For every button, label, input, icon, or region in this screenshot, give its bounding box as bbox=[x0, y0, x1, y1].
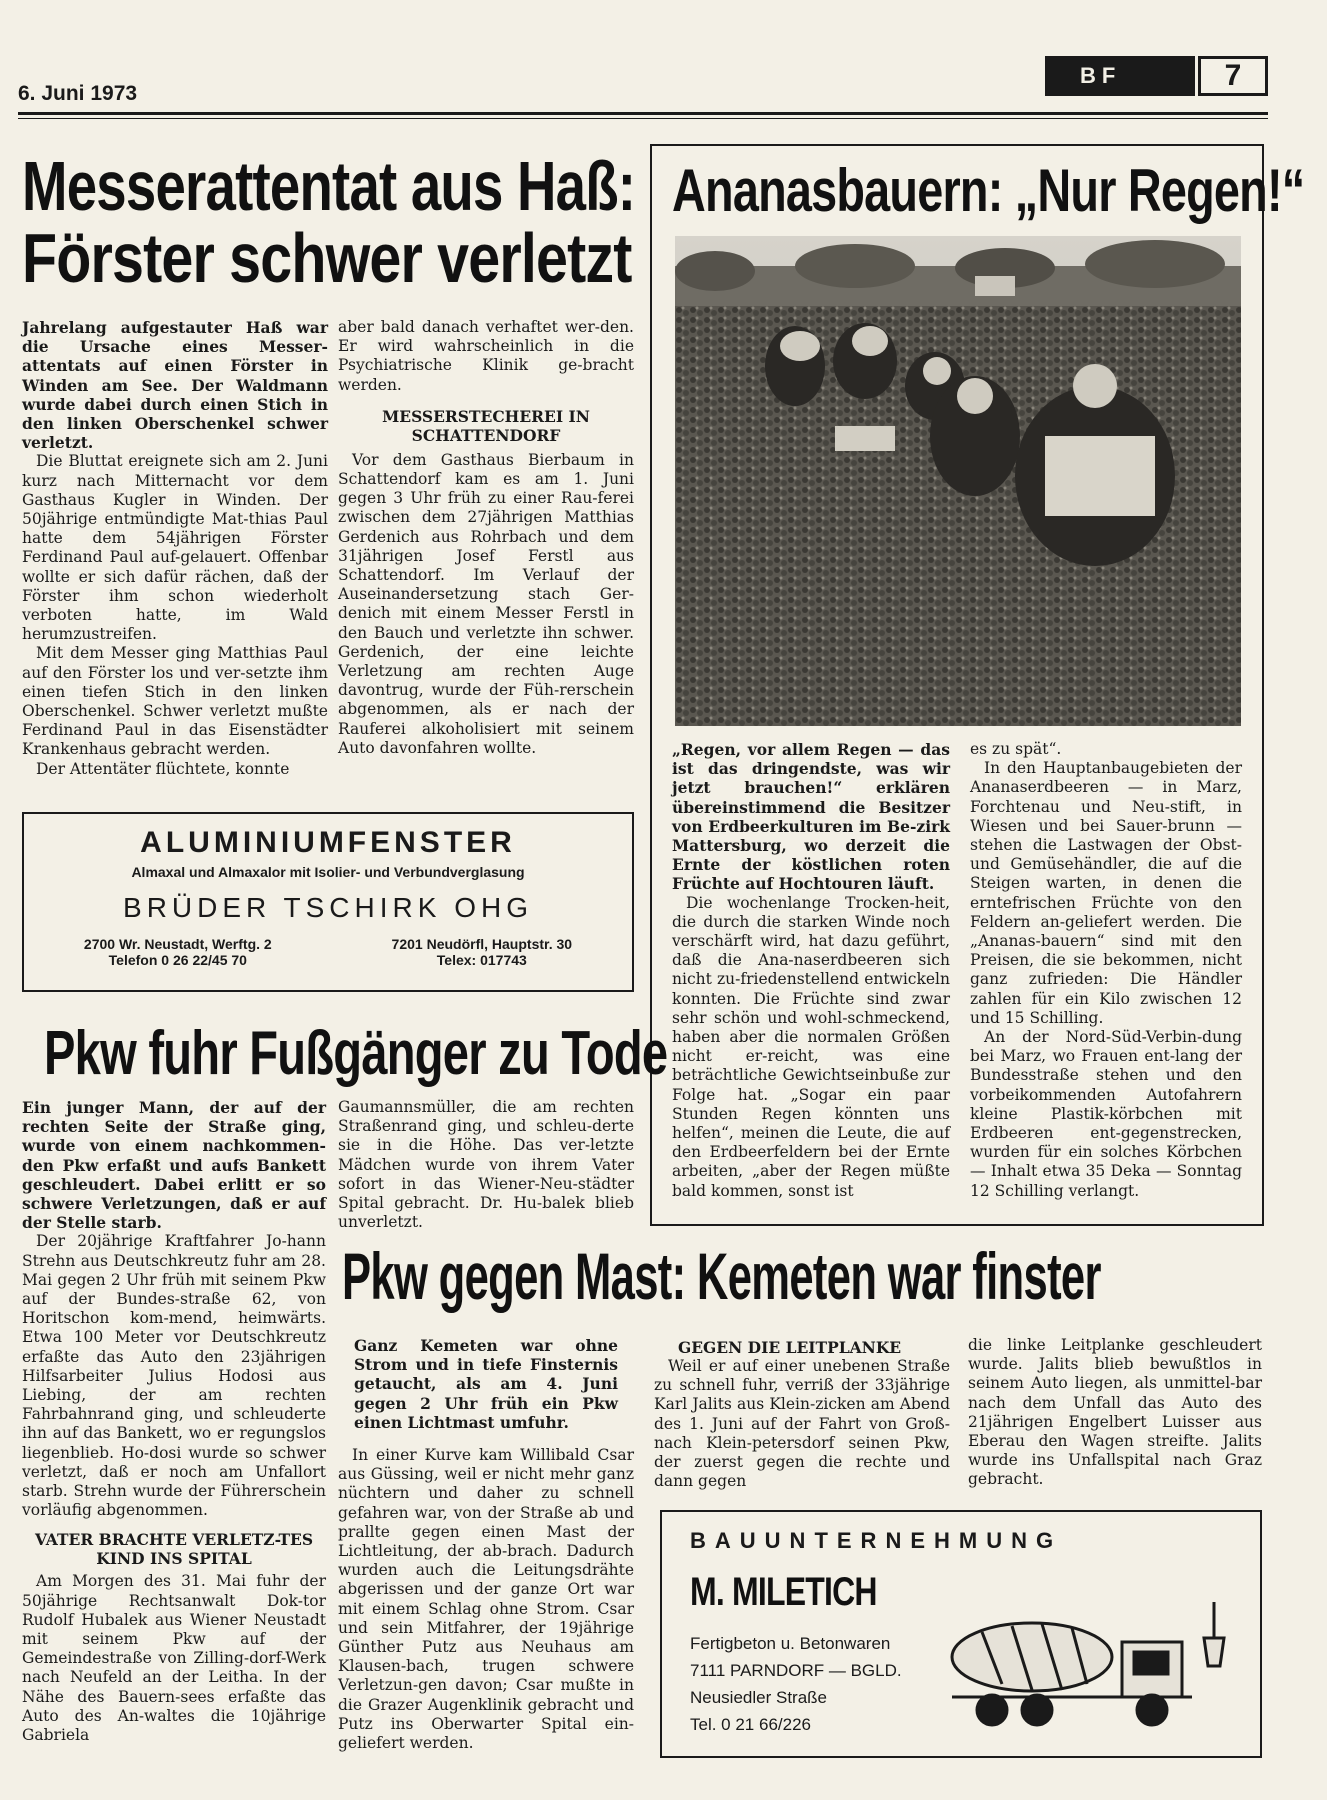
article2-headline: Ananasbauern: „Nur Regen!“ bbox=[672, 157, 1305, 224]
article3-column2 bbox=[338, 1098, 634, 1232]
article1-subhead: MESSERSTECHEREI IN SCHATTENDORF bbox=[382, 406, 590, 445]
article4-body1: In einer Kurve kam Willibald Csar aus Güssing, weil er nicht mehr ganz nüchtern und daher zu schnell gefahren war, von der Straße ab und prallte gegen einen Mast der Lichtleitung, der ab-brach. Dadurch wurden auch die Leitungsdrähte abgerissen und der ganze Ort war mit einem Schlag ohne Strom. Csar und sein Mitfahrer, der 19jährige Günther Putz aus Neuhaus am Klausen-bach, trugen schwere Verletzun-gen davon; Csar mußte in die Grazer Augenklinik gebracht und Putz ins Oberwarter Spital ein-geliefert werden. bbox=[338, 1446, 634, 1753]
article3-subhead: VATER BRACHTE VERLETZ-TES KIND INS SPITAL bbox=[34, 1530, 314, 1569]
ad1-addr2-line1: 7201 Neudörfl, Hauptstr. 30 bbox=[391, 936, 573, 952]
ad2-line1: Fertigbeton u. Betonwaren bbox=[690, 1634, 891, 1653]
article4-subhead: GEGEN DIE LEITPLANKE bbox=[678, 1338, 902, 1357]
section-label: BF bbox=[1045, 56, 1195, 96]
ad1-company: BRÜDER TSCHIRK OHG bbox=[123, 892, 533, 923]
article2-column2 bbox=[970, 740, 1242, 1201]
ad2-line4: Tel. 0 21 66/226 bbox=[690, 1715, 811, 1734]
header-rule-thin bbox=[18, 118, 1268, 119]
article1-body5: Vor dem Gasthaus Bierbaum in Schattendorf kam es am 1. Juni gegen 3 Uhr früh zu einer Rau-ferei zwischen dem 27jährigen Matthias Gerdenich aus Rohrbach und dem 31jährigen Josef Ferstl aus Schattendorf. Im Verlauf der Auseinandersetzung stach Ger-denich mit einem Messer Ferstl in den Bauch und verletzte ihn schwer. Gerdenich, der eine leichte Verletzung am rechten Auge davontrug, wurde der Füh-rerschein abgenommen, als er nach der Rauferei alkoholisiert mit seinem Auto davonfahren wollte. bbox=[338, 450, 634, 757]
article4-column2 bbox=[654, 1338, 950, 1491]
article1-body3: Der Attentäter flüchtete, konnte bbox=[36, 759, 290, 778]
article1-column2 bbox=[338, 318, 634, 758]
ad1-addr1-line1: 2700 Wr. Neustadt, Werftg. 2 bbox=[83, 936, 272, 952]
ad1-addr1-line2: Telefon 0 26 22/45 70 bbox=[108, 952, 247, 968]
ad2-company: M. MILETICH bbox=[690, 1570, 877, 1614]
article3-body1: Der 20jährige Kraftfahrer Jo-hann Strehn aus Deutschkreutz fuhr am 28. Mai gegen 2 Uhr früh mit seinem Pkw auf der Bundes-straße 62, von Horitschon kom-mend, heimwärts. Etwa 100 Meter vor Deutschkreutz erfaßte das Auto den 23jährigen Hilfsarbeiter Julius Hodosi aus Liebing, der am rechten Fahrbahnrand ging, und schleuderte ihn auf das Bankett, wo er regungslos liegenblieb. Ho-dosi wurde so schwer verletzt, daß er noch am Unfallort starb. Strehn wurde der Führerschein vorläufig abgenommen. bbox=[22, 1232, 326, 1520]
article4-lead: Ganz Kemeten war ohne Strom und in tiefe Finsternis getaucht, als am 4. Juni gegen 2 Uhr früh ein Pkw einen Lichtmast umfuhr. bbox=[354, 1336, 618, 1432]
article4-headline: Pkw gegen Mast: Kemeten war finster bbox=[342, 1239, 1101, 1313]
ad2-title: BAUUNTERNEHMUNG bbox=[690, 1528, 1063, 1553]
ad-aluminiumfenster bbox=[22, 812, 634, 992]
article2-lead: „Regen, vor allem Regen — das ist das dringendste, was wir jetzt brauchen!“ erklären übereinstimmend die Besitzer von Erdbeerkulturen im Be-zirk Mattersburg, wo derzeit die Ernte der köstlichen roten Früchte auf Hochtouren läuft. bbox=[672, 740, 950, 894]
ad1-subtitle: Almaxal und Almaxalor mit Isolier- und Verbundverglasung bbox=[131, 864, 525, 880]
article4-body2: Weil er auf einer unebenen Straße zu schnell fuhr, verriß der 33jährige Karl Jalits aus Klein-zicken am Abend des 1. Juni auf der Fahrt von Groß- nach Klein-petersdorf seinen Pkw, der zuerst gegen die rechte und dann gegen bbox=[654, 1357, 950, 1491]
article2-body2: Die wochenlange Trocken-heit, die durch die starken Winde noch verschärft wird, hat dazu geführt, daß die Ana-naserdbeeren sich nicht zu-friedenstellend entwickeln konnten. Die Früchte sind zwar sehr schön und wohl-schmeckend, haben aber die normalen Größen nicht er-reicht, was eine beträchtliche Gewichtseinbuße zur Folge hat. „Sogar ein paar Stunden Regen könnten uns helfen“, meinen die Leute, die auf den Erdbeerfeldern bei der Ernte arbeiten, „aber der Regen müßte bald kommen, sonst ist bbox=[672, 893, 950, 1200]
article3-body2: Am Morgen des 31. Mai fuhr der 50jährige Rechtsanwalt Dok-tor Rudolf Hubalek aus Wiener Neustadt mit seinem Pkw auf der Gemeindestraße von Zilling-dorf-Werk nach Neufeld an der Leitha. In der Nähe des Bauern-sees erfaßte das Auto des An-waltes die 10jährige Gabriela bbox=[22, 1572, 326, 1745]
article1-headline-line2: Förster schwer verletzt bbox=[22, 219, 632, 297]
issue-date: 6. Juni 1973 bbox=[18, 82, 138, 105]
ad2-line2: 7111 PARNDORF — BGLD. bbox=[690, 1661, 902, 1680]
article2-body4: In den Hauptanbaugebieten der Ananaserdbeeren — in Marz, Forchtenau und Neu-stift, in Wiesen und bei Sauer-brunn — stehen die Lastwagen der Obst- und Gemüsehändler, die auf die Steigen warten, in denen die erntefrischen Früchte von den Feldern an-geliefert werden. Die „Ananas-bauern“ sind mit den Preisen, die sie bekommen, nicht ganz zufrieden: Die Händler zahlen für ein Kilo zwischen 12 und 15 Schilling. bbox=[970, 759, 1242, 1027]
ad1-address-neudoerfl bbox=[392, 936, 573, 968]
ad1-address-wr-neustadt bbox=[84, 936, 272, 968]
article1-column1 bbox=[22, 318, 328, 779]
article4-column3 bbox=[968, 1336, 1262, 1490]
article1-body2: Mit dem Messer ging Matthias Paul auf den Förster los und ver-setzte ihm einen tiefen Stich in den linken Oberschenkel. Schwer verletzt mußte Ferdinand Paul in das Eisenstädter Krankenhaus gebracht werden. bbox=[22, 644, 328, 759]
strawberry-field-photo bbox=[675, 236, 1241, 726]
article4-column1 bbox=[338, 1336, 634, 1753]
ad1-addr2-line2: Telex: 017743 bbox=[436, 952, 527, 968]
article1-lead: Jahrelang aufgestauter Haß war die Ursache eines Messer-attentats auf einen Förster in Winden am See. Der Waldmann wurde dabei durch einen Stich in den linken Oberschenkel schwer verletzt. bbox=[22, 318, 328, 453]
ad1-title: ALUMINIUMFENSTER bbox=[140, 826, 516, 859]
header-rule bbox=[18, 112, 1268, 115]
ad-bauunternehmung bbox=[660, 1510, 1262, 1758]
article4-body3: die linke Leitplanke geschleudert wurde. Jalits blieb bewußtlos in seinem Auto liegen, als unmittel-bar nach dem Unfall das Auto des 21jährigen Engelbert Luisser aus Eberau den Wagen streifte. Jalits wurde ins Unfallspital nach Graz gebracht. bbox=[968, 1336, 1262, 1489]
article2-body5: An der Nord-Süd-Verbin-dung bei Marz, wo Frauen ent-lang der Bundesstraße stehen und den vorbeikommenden Autofahrern kleine Plastik-körbchen mit Erdbeeren ent-gegenstrecken, wurden für ein solches Körbchen — Inhalt etwa 35 Deka — Sonntag 12 Schilling verlangt. bbox=[970, 1028, 1242, 1200]
article1-body4: aber bald danach verhaftet wer-den. Er wird wahrscheinlich in die Psychiatrische Klinik ge-bracht werden. bbox=[338, 318, 634, 394]
article3-headline: Pkw fuhr Fußgänger zu Tode bbox=[44, 1019, 668, 1088]
article1-headline-line1: Messerattentat aus Haß: bbox=[22, 147, 636, 225]
article1-body1: Die Bluttat ereignete sich am 2. Juni kurz nach Mitternacht vor dem Gasthaus Kugler in Winden. Der 50jährige entmündigte Mat-thias Paul hatte dem 54jährigen Förster Ferdinand Paul auf-gelauert. Offenbar wollte er sich dafür rächen, daß der Förster ihm schon wiederholt verboten hatte, im Wald herumzustreifen. bbox=[22, 452, 328, 644]
page-number: 7 bbox=[1198, 56, 1268, 96]
article3-lead: Ein junger Mann, der auf der rechten Seite der Straße ging, wurde von einem nachkommen-den Pkw erfaßt und aufs Bankett geschleudert. Dabei erlitt er so schwere Verletzungen, daß er auf der Stelle starb. bbox=[22, 1098, 326, 1233]
article2-body3: es zu spät“. bbox=[970, 740, 1062, 758]
article3-body3: Gaumannsmüller, die am rechten Straßenrand ging, und schleu-derte sie in die Höhe. Das ver-letzte Mädchen wurde von ihrem Vater sofort in das Wiener-Neu-städter Spital gebracht. Dr. Hu-balek blieb unverletzt. bbox=[338, 1098, 634, 1232]
concrete-mixer-truck-icon bbox=[942, 1602, 1242, 1732]
article2-column1 bbox=[672, 740, 950, 1201]
ad2-line3: Neusiedler Straße bbox=[690, 1688, 828, 1707]
article3-column1 bbox=[22, 1098, 326, 1745]
